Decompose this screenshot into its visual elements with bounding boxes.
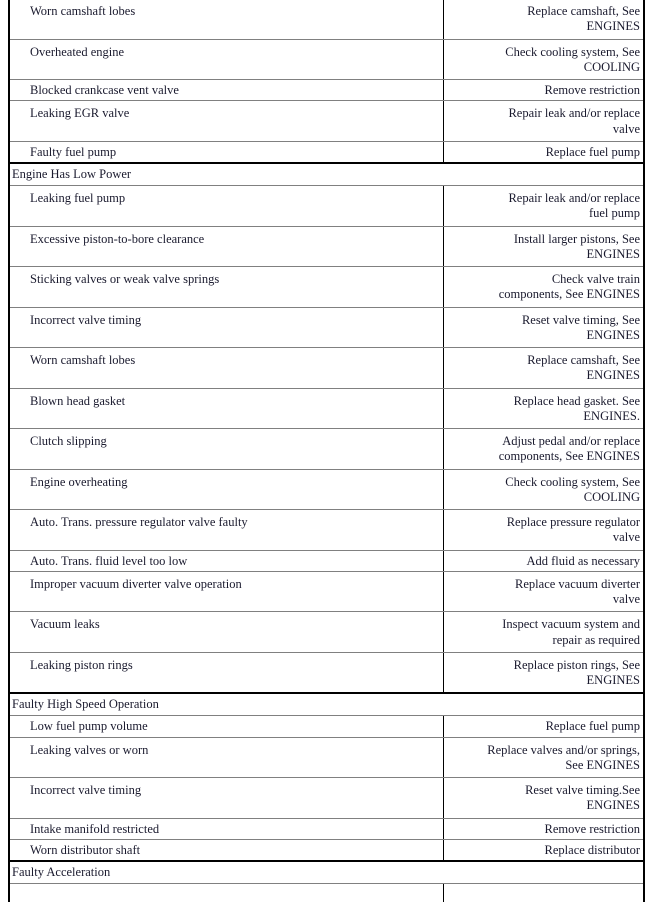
table-row <box>10 778 643 819</box>
remedy-cell <box>444 389 643 429</box>
remedy-line: Replace fuel pump <box>545 719 640 734</box>
remedy-line: Check cooling system, See <box>505 44 640 59</box>
remedy-cell <box>444 429 643 469</box>
remedy-line: valve <box>612 592 640 606</box>
remedy-cell <box>444 142 643 162</box>
remedy-line: valve <box>612 530 640 545</box>
table-row <box>10 101 643 142</box>
remedy-cell <box>444 267 643 307</box>
remedy-cell <box>444 308 643 348</box>
table-row <box>10 267 643 308</box>
table-row <box>10 819 643 840</box>
problem-cell: Leaking valves or worn <box>10 738 444 778</box>
problem-cell: Auto. Trans. fluid level too low <box>10 551 444 571</box>
remedy-line: See ENGINES <box>565 757 640 772</box>
remedy-line: ENGINES <box>586 19 640 34</box>
remedy-line: Replace distributor <box>544 842 640 857</box>
remedy-line: Replace piston rings, See <box>513 657 640 672</box>
table-row <box>10 308 643 349</box>
remedy-cell <box>444 80 643 100</box>
remedy-line: ENGINES <box>586 327 640 342</box>
remedy-cell <box>444 470 643 510</box>
remedy-line: ENGINES <box>586 368 640 383</box>
remedy-cell <box>444 612 643 652</box>
table-row <box>10 429 643 470</box>
problem-cell: Incorrect valve timing <box>10 308 444 348</box>
table-section-header <box>10 693 643 716</box>
remedy-line: Inspect vacuum system and <box>502 617 640 632</box>
remedy-cell <box>444 840 643 860</box>
problem-cell: Clutch slipping <box>10 429 444 469</box>
table-row <box>10 840 643 861</box>
problem-cell: Incorrect valve timing <box>10 778 444 818</box>
table-row <box>10 142 643 163</box>
remedy-line: Remove restriction <box>544 821 640 836</box>
problem-cell: Auto. Trans. pressure regulator valve faulty <box>10 510 444 550</box>
table-section-header <box>10 163 643 186</box>
remedy-line: Replace camshaft, See <box>527 353 640 367</box>
remedy-cell <box>444 884 643 902</box>
problem-cell: Low fuel pump volume <box>10 716 444 736</box>
remedy-line: repair as required <box>552 632 640 647</box>
table-row <box>10 551 643 572</box>
remedy-line: Check cooling system, See <box>505 474 640 489</box>
remedy-line: Add fluid as necessary <box>526 553 640 568</box>
table-row <box>10 612 643 653</box>
remedy-line: ENGINES. <box>583 408 640 423</box>
remedy-line: ENGINES <box>586 246 640 261</box>
remedy-line: Check valve train <box>551 272 640 286</box>
problem-cell: Sticking valves or weak valve springs <box>10 267 444 307</box>
problem-cell: Vacuum leaks <box>10 612 444 652</box>
problem-cell: Faulty fuel pump <box>10 142 444 162</box>
remedy-line: Replace pressure regulator <box>506 515 640 529</box>
remedy-cell <box>444 572 643 612</box>
remedy-line: components, See ENGINES <box>498 287 640 302</box>
remedy-cell <box>444 227 643 267</box>
table-row <box>10 227 643 268</box>
problem-cell: Intake manifold restricted <box>10 819 444 839</box>
problem-cell: Leaking piston rings <box>10 653 444 693</box>
table-row <box>10 40 643 81</box>
remedy-cell <box>444 551 643 571</box>
table-row <box>10 80 643 101</box>
table-row <box>10 738 643 779</box>
table-row <box>10 716 643 737</box>
remedy-line: components, See ENGINES <box>498 449 640 464</box>
remedy-cell <box>444 40 643 80</box>
remedy-line: ENGINES <box>586 673 640 687</box>
remedy-line: Replace head gasket. See <box>513 393 640 408</box>
problem-cell: Leaking fuel pump <box>10 186 444 226</box>
remedy-line: ENGINES <box>586 798 640 813</box>
section-title: Faulty Acceleration <box>12 865 111 879</box>
remedy-cell <box>444 348 643 388</box>
remedy-cell <box>444 778 643 818</box>
troubleshooting-table <box>8 0 645 902</box>
remedy-line: Repair leak and/or replace <box>508 191 640 205</box>
problem-cell: Engine overheating <box>10 470 444 510</box>
remedy-cell <box>444 510 643 550</box>
remedy-line: Adjust pedal and/or replace <box>502 434 640 448</box>
remedy-line: COOLING <box>583 59 640 74</box>
remedy-line: Replace fuel pump <box>545 144 640 159</box>
remedy-cell <box>444 101 643 141</box>
remedy-line: Reset valve timing, See <box>521 312 640 327</box>
table-row <box>10 0 643 40</box>
table-row <box>10 653 643 694</box>
remedy-line: COOLING <box>583 489 640 504</box>
problem-cell: Worn camshaft lobes <box>10 0 444 39</box>
remedy-line: Remove restriction <box>544 83 640 97</box>
table-row <box>10 186 643 227</box>
remedy-cell <box>444 0 643 39</box>
table-section-header <box>10 861 643 884</box>
remedy-line: fuel pump <box>588 206 640 221</box>
remedy-cell <box>444 819 643 839</box>
table-row <box>10 470 643 511</box>
problem-cell: Blown head gasket <box>10 389 444 429</box>
remedy-line: valve <box>612 121 640 136</box>
remedy-cell <box>444 653 643 693</box>
remedy-line: Reset valve timing.See <box>525 783 640 797</box>
section-title: Engine Has Low Power <box>12 167 132 181</box>
remedy-cell <box>444 186 643 226</box>
problem-cell: Improper vacuum diverter valve operation <box>10 572 444 612</box>
problem-cell <box>10 884 444 902</box>
problem-cell: Blocked crankcase vent valve <box>10 80 444 100</box>
table-row-partial <box>10 884 643 902</box>
problem-cell: Worn distributor shaft <box>10 840 444 860</box>
remedy-line: Install larger pistons, See <box>513 231 640 246</box>
section-title: Faulty High Speed Operation <box>12 697 159 712</box>
problem-cell: Worn camshaft lobes <box>10 348 444 388</box>
table-row <box>10 510 643 551</box>
table-row <box>10 389 643 430</box>
remedy-line: Repair leak and/or replace <box>508 106 640 121</box>
remedy-cell <box>444 716 643 736</box>
remedy-cell <box>444 738 643 778</box>
problem-cell: Overheated engine <box>10 40 444 80</box>
remedy-line: Replace camshaft, See <box>527 4 640 18</box>
remedy-line: Replace vacuum diverter <box>515 576 640 591</box>
table-row <box>10 572 643 613</box>
problem-cell: Leaking EGR valve <box>10 101 444 141</box>
remedy-line: Replace valves and/or springs, <box>487 742 640 757</box>
table-row <box>10 348 643 389</box>
problem-cell: Excessive piston-to-bore clearance <box>10 227 444 267</box>
